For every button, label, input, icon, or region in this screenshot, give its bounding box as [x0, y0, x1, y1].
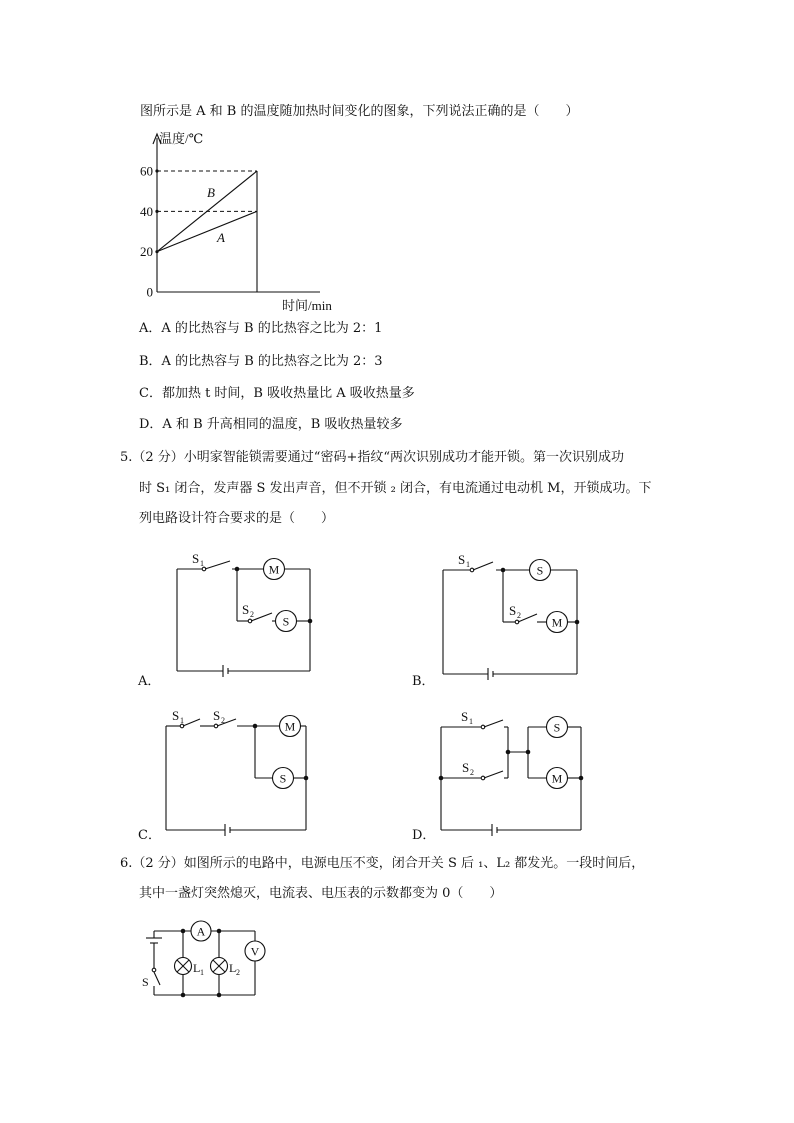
switch-label: S [142, 975, 149, 989]
q4-option-b: B．A 的比热容与 B 的比热容之比为 2：3 [139, 354, 383, 369]
voltmeter-label: V [250, 944, 260, 959]
q4-option-c: C．都加热 t 时间，B 吸收热量比 A 吸收热量多 [139, 386, 415, 401]
q5-stem-line2: 时 S₁ 闭合，发声器 S 发出声音，但不开锁 ₂ 闭合，有电流通过电动机 M，开锁成功。下 [139, 481, 652, 496]
svg-text:2: 2 [221, 716, 225, 725]
l2-label: L [229, 961, 237, 975]
svg-text:2: 2 [250, 610, 254, 619]
y-axis-label: 温度/℃ [159, 131, 204, 146]
x-axis-label: 时间/min [282, 298, 332, 313]
y-tick-label: 20 [140, 244, 153, 260]
q5-option-b-label: B． [412, 674, 435, 689]
svg-text:S: S [279, 771, 287, 786]
svg-text:2: 2 [236, 968, 240, 977]
svg-text:1: 1 [469, 717, 473, 726]
y-tick-label: 60 [140, 163, 153, 179]
s2-label: S [242, 602, 250, 617]
svg-text:S: S [462, 760, 470, 775]
q4-stem: 图所示是 A 和 B 的温度随加热时间变化的图象，下列说法正确的是（ ） [140, 104, 579, 119]
q4-option-a: A．A 的比热容与 B 的比热容之比为 2：1 [139, 321, 383, 336]
q5-option-c-label: C． [138, 828, 161, 843]
svg-text:2: 2 [470, 768, 474, 777]
svg-text:S: S [458, 552, 466, 567]
ammeter-label: A [196, 924, 206, 939]
series-label-b: B [207, 185, 215, 200]
l1-label: L [193, 961, 201, 975]
svg-text:S: S [461, 709, 469, 724]
svg-text:1: 1 [180, 716, 184, 725]
svg-text:S: S [553, 720, 561, 735]
y-tick-label: 0 [146, 284, 153, 300]
q5-option-d-label: D． [412, 828, 436, 843]
buzzer-label: S [282, 614, 290, 629]
svg-text:M: M [284, 719, 296, 734]
svg-text:S: S [213, 708, 221, 723]
q5-stem-line1: 5.（2 分）小明家智能锁需要通过“密码+指纹“两次识别成功才能开锁。第一次识别成功 [120, 450, 624, 465]
series-label-a: A [217, 230, 225, 245]
q5-option-a-label: A． [138, 674, 161, 689]
svg-text:1: 1 [200, 559, 204, 568]
svg-text:1: 1 [466, 560, 470, 569]
motor-label: M [268, 562, 280, 577]
y-tick-label: 40 [140, 203, 153, 219]
svg-text:S: S [172, 708, 180, 723]
svg-text:2: 2 [517, 611, 521, 620]
svg-text:S: S [509, 603, 517, 618]
svg-text:S: S [536, 563, 544, 578]
q6-stem-line1: 6.（2 分）如图所示的电路中，电源电压不变，闭合开关 S 后 ₁、L₂ 都发光。一段时间后， [120, 856, 645, 871]
svg-text:M: M [551, 615, 563, 630]
s1-label: S [192, 551, 200, 566]
q6-stem-line2: 其中一盏灯突然熄灭，电流表、电压表的示数都变为 0（ ） [139, 886, 503, 901]
q5-stem-line3: 列电路设计符合要求的是（ ） [139, 511, 335, 526]
q4-option-d: D．A 和 B 升高相同的温度，B 吸收热量较多 [139, 417, 403, 432]
svg-text:M: M [551, 771, 563, 786]
svg-text:1: 1 [200, 968, 204, 977]
